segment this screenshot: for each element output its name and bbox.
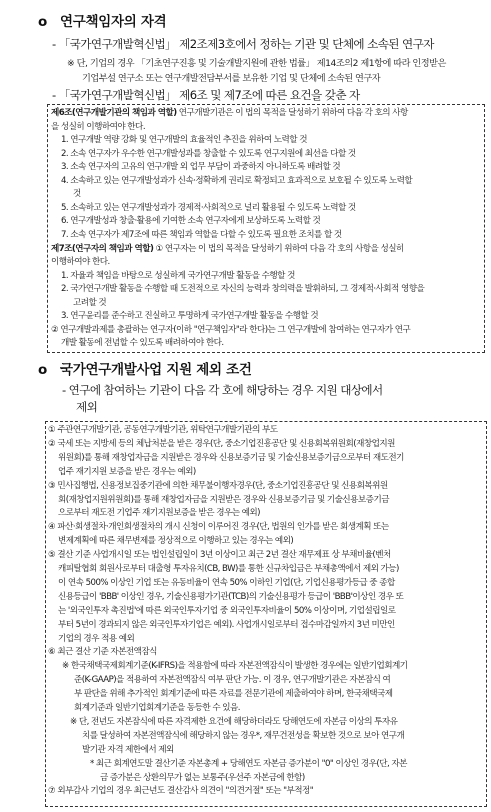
article-text: 3. 연구윤리를 준수하고 진실하고 투명하게 국가연구개발 활동을 수행할 것 xyxy=(61,311,319,322)
condition-line: 신용등급이 'BBB' 이상인 경우, 기술신용평가기관(TCB)의 기술신용평가 등급이 'BBB'이상인 경우 또 xyxy=(58,591,404,602)
text-line: - 「국가연구개발혁신법」 제6조 및 제7조에 따른 요건을 갖춘 자 xyxy=(52,88,360,102)
article-text: 1. 자율과 책임을 바탕으로 성실하게 국가연구개발 활동을 수행할 것 xyxy=(61,270,295,281)
condition-line: ③ 민사집행법, 신용정보집중기관에 의한 채무불이행자경우(단, 중소기업진흥공단 및 신용회복위원 xyxy=(48,480,388,491)
section-heading-qualification xyxy=(38,10,166,30)
law-excerpt-line xyxy=(61,283,424,295)
condition-line: * 최근 회계연도말 결산기준 자본총계 + 당해연도 자본금 증가분이 "0" 이상인 경우(단, 자본 xyxy=(90,758,407,769)
article-text: 2. 국가연구개발 활동을 수행할 때 도전적으로 자신의 능력과 창의력을 발휘하되, 그 경제적·사회적 영향을 xyxy=(61,284,425,295)
law-excerpt-line xyxy=(61,134,307,146)
condition-line: 발기관 자격 제한에서 제외 xyxy=(82,744,174,755)
condition-line: ④ 파산·회생절차·개인회생절차의 개시 신청이 이루어진 경우(단, 법원의 인가를 받은 회생계획 또는 xyxy=(48,522,389,533)
law-excerpt-line xyxy=(73,297,106,309)
condition-line: 으로부터 재도전 기업주 재기지원보증을 받은 경우는 예외) xyxy=(58,508,260,519)
section-bullet: o xyxy=(38,362,47,378)
condition-line: 준(K-GAAP)을 적용하여 자본전액잠식 여부 판단 가능. 이 경우, 연구개발기관은 자본잠식 여 xyxy=(74,675,391,686)
text-line: 제외 xyxy=(76,400,98,414)
law-excerpt-line xyxy=(51,107,408,119)
article-text: 3. 소속 연구자의 고유의 연구개발 외 업무 부담이 과중하지 아니하도록 배려할 것 xyxy=(61,162,341,173)
article-text: 개발 활동에 전념할 수 있도록 배려하여야 한다. xyxy=(61,338,224,349)
article-title: 제6조(연구개발기관의 책임과 역할) xyxy=(51,108,177,118)
condition-line: ⑥ 최근 결산 기준 자본전액잠식 xyxy=(48,647,157,658)
article-text: ② 연구개발과제를 총괄하는 연구자(이하 "연구책임자"라 한다)는 그 연구개발에 참여하는 연구자가 연구 xyxy=(51,324,411,335)
law-excerpt-line xyxy=(61,337,224,349)
article-text: 1. 연구개발 역량 강화 및 연구개발의 효율적인 추진을 위하여 노력할 것 xyxy=(61,135,307,146)
condition-line: 부터 5년이 경과되지 않은 외국인투자기업은 예외). 사업개시일로부터 접수마감일까지 3년 미만인 xyxy=(58,619,395,630)
condition-line: ⑦ 외부감사 기업의 경우 최근년도 결산감사 의견이 "의견거절" 또는 "부적정" xyxy=(48,786,314,797)
condition-line: 금 증가분은 상환의무가 없는 보통주(우선주 자본금에 한함) xyxy=(100,772,305,783)
article-text: 5. 소속하고 있는 연구개발성과가 경제적·사회적으로 널리 활용될 수 있도록 노력할 것 xyxy=(61,202,356,213)
law-excerpt-line xyxy=(73,188,81,200)
condition-line: 기업의 경우 적용 예외 xyxy=(58,633,135,644)
article-title: 제7조(연구자의 책임과 역할) xyxy=(51,243,154,254)
law-excerpt-line xyxy=(51,121,145,133)
section-title: 연구책임자의 자격 xyxy=(60,14,167,30)
condition-line: 는 '외국인투자 촉진법'에 따른 외국인투자기업 중 외국인투자비율이 50% 이상이며, 기업설립일로 xyxy=(58,605,396,616)
condition-line: ※ 단, 전년도 자본잠식에 따른 자격제한 요건에 해당하더라도 당해연도에 자본금 이상의 투자유 xyxy=(70,716,398,727)
article-text: 연구개발기관은 이 법의 목적을 달성하기 위하여 다음 각 호의 사항 xyxy=(176,108,408,118)
note-line: 기업부설 연구소 또는 연구개발전담부서를 보유한 기업 및 단체에 소속된 연구자 xyxy=(82,73,381,84)
condition-line: ② 국세 또는 지방세 등의 체납처분을 받은 경우(단, 중소기업진흥공단 및 신용회복위원회(재창업지원 xyxy=(48,438,395,449)
law-excerpt-line xyxy=(51,256,110,268)
law-excerpt-line xyxy=(61,229,342,241)
law-excerpt-line xyxy=(61,310,318,322)
article-text: ① 연구자는 이 법의 목적을 달성하기 위하여 다음 각 호의 사항을 성실히 xyxy=(153,243,404,254)
section-bullet: o xyxy=(38,14,47,30)
law-excerpt-line xyxy=(61,161,340,173)
condition-line: 업주 재기지원 보증을 받은 경우는 예외) xyxy=(58,466,196,477)
condition-line: 회계기준과 일반기업회계기준을 동등한 수 있음. xyxy=(74,703,240,713)
article-text: 고려할 것 xyxy=(73,297,107,308)
note-line: ※ 단, 기업의 경우 「기초연구진흥 및 기술개발지원에 관한 법률」 제14조의2 제1항에 따라 인정받은 xyxy=(67,58,446,69)
condition-line: ⑤ 결산 기준 사업개시일 또는 법인설립일이 3년 이상이고 최근 2년 결산 재무제표 상 부채비율(벤처 xyxy=(48,550,391,561)
law-excerpt-line xyxy=(61,175,412,187)
section-title: 국가연구개발사업 지원 제외 조건 xyxy=(60,362,252,378)
law-excerpt-line xyxy=(61,148,356,160)
condition-line: 위원회)를 통해 재창업자금을 지원받은 경우와 신용보증기금 및 기술신용보증기금으로부터 재도전기 xyxy=(58,452,404,463)
condition-line: 캐피탈협회 회원사로부터 대출형 투자유치(CB, BW)를 통한 신규차입금은 부채총액에서 제외 가능) xyxy=(58,564,399,574)
condition-line: 이 연속 500% 이상인 기업 또는 유동비율이 연속 50% 이하인 기업(단, 기업신용평가등급 중 종합 xyxy=(58,577,395,588)
condition-line: ① 주관연구개발기관, 공동연구개발기관, 위탁연구개발기관의 부도 xyxy=(48,425,278,435)
article-text: 7. 소속 연구자가 제7조에 따른 책임과 역할을 다할 수 있도록 필요한 조치를 할 것 xyxy=(61,229,342,240)
article-text: 4. 소속하고 있는 연구개발성과가 신속·정확하게 권리로 확정되고 효과적으로 보호될 수 있도록 노력할 xyxy=(61,175,413,186)
text-line: - 연구에 참여하는 기관이 다음 각 호에 해당하는 경우 지원 대상에서 xyxy=(62,383,383,397)
law-excerpt-line xyxy=(51,243,404,255)
condition-line: 변제계획에 따른 채무변제를 정상적으로 이행하고 있는 경우는 예외) xyxy=(58,536,294,547)
article-text: 것 xyxy=(73,189,81,200)
condition-line: 부 판단을 위해 추가적인 회계기준에 따른 자료를 전문기관에 제출하여야 하며, 한국채택국제 xyxy=(74,689,393,700)
article-text: 2. 소속 연구자가 우수한 연구개발성과를 창출할 수 있도록 연구지원에 최선을 다할 것 xyxy=(61,148,356,159)
condition-line: ※ 한국채택국제회계기준(K-IFRS)을 적용함에 따라 자본전액잠식이 발생한 경우에는 일반기업회계기 xyxy=(62,661,408,672)
article-text: 이행하여야 한다. xyxy=(51,257,110,268)
article-text: 6. 연구개발성과 창출·활용에 기여한 소속 연구자에게 보상하도록 노력할 것 xyxy=(61,216,321,227)
law-excerpt-line xyxy=(61,202,356,214)
law-excerpt-line xyxy=(61,270,295,282)
text-line: - 「국가연구개발혁신법」 제2조제3호에서 정하는 기관 및 단체에 소속된 연구자 xyxy=(52,37,434,51)
condition-line: 치를 달성하여 자본전액잠식에 해당하지 않는 경우*, 재무건전성을 확보한 것으로 보아 연구개 xyxy=(82,730,405,741)
condition-line: 회(재창업지원위원회)를 통해 재창업자금을 지원받은 경우와 신용보증기금 및 기술신용보증기금 xyxy=(58,494,389,505)
article-text: 을 성실히 이행하여야 한다. xyxy=(51,121,145,132)
law-excerpt-line xyxy=(61,215,320,227)
section-heading-exclusion xyxy=(38,358,252,378)
law-excerpt-line xyxy=(51,324,410,336)
